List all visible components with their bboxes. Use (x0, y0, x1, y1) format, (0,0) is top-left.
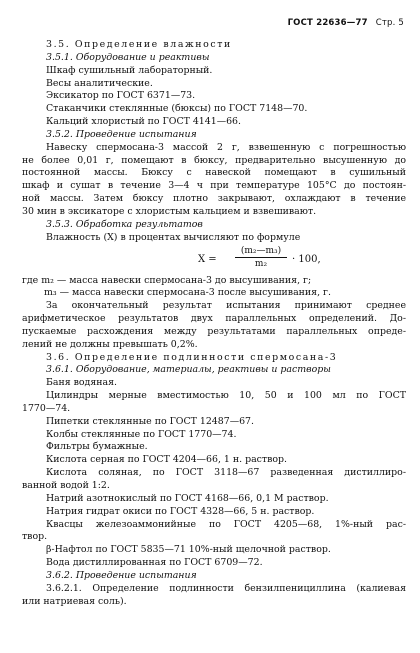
paragraph-line: или натриевая соль). (22, 595, 127, 607)
materials-item: 1770—74. (22, 402, 71, 414)
formula-denominator: m₂ (254, 258, 268, 269)
subsection-heading-3-6-2: 3.6.2. Проведение испытания (46, 569, 197, 581)
materials-item: Натрия гидрат окиси по ГОСТ 4328—66, 5 н. раствор. (46, 505, 315, 517)
page-number: Стр. 5 (375, 18, 404, 28)
standard-number: ГОСТ 22636—77 (287, 18, 368, 28)
materials-item: β-Нафтол по ГОСТ 5835—71 10%-ный щелочной раствор. (46, 544, 331, 556)
equipment-item: Весы аналитические. (46, 77, 153, 89)
formula-fraction (235, 245, 287, 270)
subsection-heading-3-5-3: 3.5.3. Обработка результатов (46, 218, 203, 230)
materials-item: Цилиндры мерные вместимостью 10, 50 и 100 мл по ГОСТ (46, 390, 406, 402)
paragraph-line: Влажность (X) в процентах вычисляют по формуле (46, 231, 301, 243)
materials-item: твор. (22, 531, 48, 543)
paragraph-line: За окончательный результат испытания принимают среднее (46, 300, 406, 312)
materials-item: Колбы стеклянные по ГОСТ 1770—74. (46, 428, 237, 440)
variable-definition: где m₂ — масса навески спермосана-3 до высушивания, г; (22, 274, 312, 286)
equipment-item: Кальций хлористый по ГОСТ 4141—66. (46, 116, 241, 128)
paragraph-line: не более 0,01 г, помещают в бюксу, предварительно высушенную до (22, 154, 406, 166)
paragraph-line: лений не должны превышать 0,2%. (22, 338, 198, 350)
document-body (22, 39, 406, 608)
formula-lhs: X = (198, 253, 217, 265)
formula-numerator: (m₂—m₃) (235, 245, 287, 258)
paragraph-line: пускаемые расхождения между результатами параллельных опреде- (22, 325, 406, 337)
section-heading-3-5: 3.5. Определение влажности (46, 39, 232, 50)
formula-rhs: · 100, (292, 253, 321, 265)
paragraph-line: 30 мин в эксикаторе с хлористым кальцием и взвешивают. (22, 205, 317, 217)
paragraph-line: шкаф и сушат в течение 3—4 ч при температуре 105°С до постоян- (22, 180, 406, 192)
materials-item: Фильтры бумажные. (46, 441, 148, 453)
materials-item: Вода дистиллированная по ГОСТ 6709—72. (46, 557, 263, 569)
variable-definition: m₃ — масса навески спермосана-3 после высушивания, г. (44, 287, 331, 299)
paragraph-line: 3.6.2.1. Определение подлинности бензилпенициллина (калиевая (46, 582, 406, 594)
equipment-item: Стаканчики стеклянные (бюксы) по ГОСТ 7148—70. (46, 103, 308, 115)
materials-item: Натрий азотнокислый по ГОСТ 4168—66, 0,1 М раствор. (46, 492, 329, 504)
paragraph-line: ной массы. Затем бюксу плотно закрывают, охлаждают в течение (22, 193, 406, 205)
materials-item: Кислота серная по ГОСТ 4204—66, 1 н. раствор. (46, 454, 288, 466)
paragraph-line: арифметическое результатов двух параллельных определений. До- (22, 313, 406, 325)
paragraph-line: Навеску спермосана-3 массой 2 г, взвешенную с погрешностью (46, 141, 406, 153)
materials-item: Баня водяная. (46, 377, 117, 389)
equipment-item: Эксикатор по ГОСТ 6371—73. (46, 90, 196, 102)
materials-item: Пипетки стеклянные по ГОСТ 12487—67. (46, 415, 254, 427)
equipment-item: Шкаф сушильный лабораторный. (46, 64, 213, 76)
moisture-formula (22, 245, 406, 275)
materials-item: Квасцы железоаммонийные по ГОСТ 4205—68, 1%-ный рас- (46, 518, 406, 530)
subsection-heading-3-6-1: 3.6.1. Оборудование, материалы, реактивы и растворы (46, 364, 331, 376)
materials-item: Кислота соляная, по ГОСТ 3118—67 разведенная дистиллиро- (46, 467, 406, 479)
subsection-heading-3-5-1: 3.5.1. Оборудование и реактивы (46, 51, 210, 63)
subsection-heading-3-5-2: 3.5.2. Проведение испытания (46, 128, 197, 140)
materials-item: ванной водой 1:2. (22, 480, 110, 491)
page-header (288, 18, 404, 28)
section-heading-3-6: 3.6. Определение подлинности спермосана-3 (46, 351, 338, 363)
paragraph-line: постоянной массы. Бюксу с навеской помещают в сушильный (22, 167, 406, 179)
